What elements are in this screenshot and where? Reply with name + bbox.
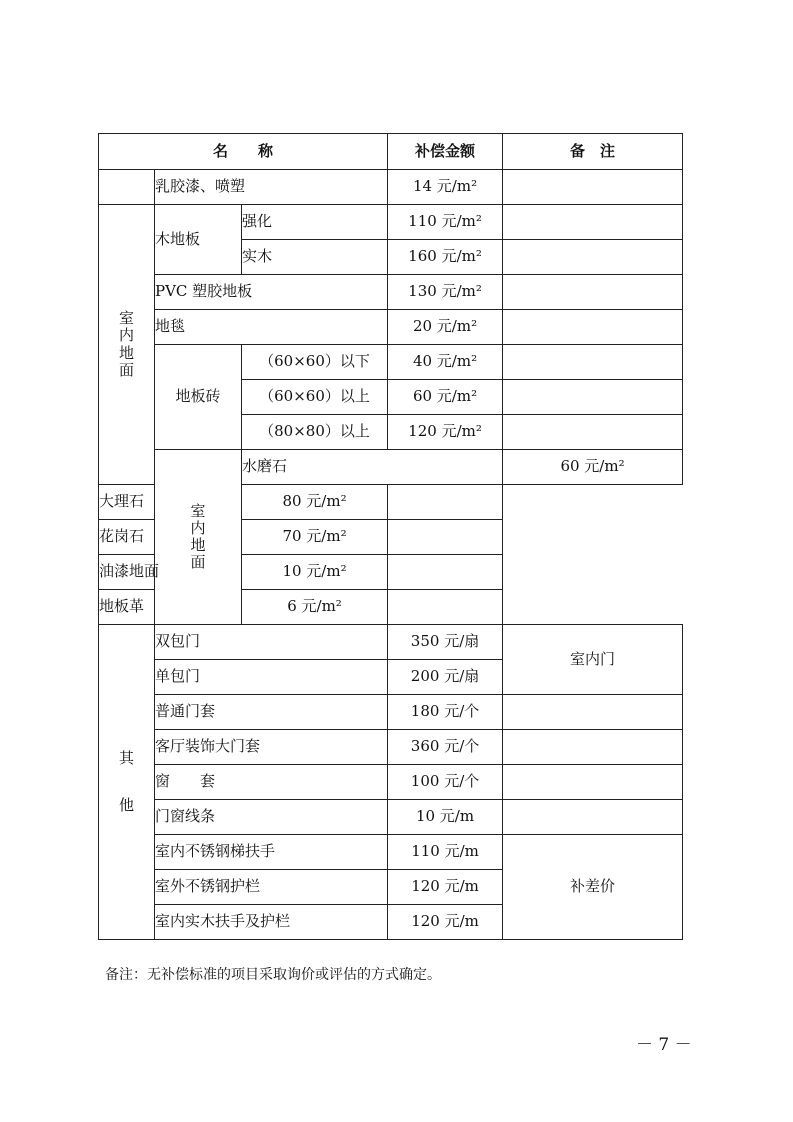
- table-row: [99, 800, 683, 835]
- item-amount: 14 元/m²: [388, 170, 503, 205]
- item-name: 地板砖: [155, 345, 242, 450]
- item-name: 地板革: [99, 590, 242, 625]
- page-number: － 7 －: [636, 1035, 692, 1055]
- item-name: 乳胶漆、喷塑: [155, 170, 388, 205]
- item-amount: 200 元/扇: [388, 660, 503, 695]
- item-subtype: （60×60）以下: [242, 345, 388, 380]
- table-row: [99, 730, 683, 765]
- item-name: PVC 塑胶地板: [155, 275, 388, 310]
- item-amount: 350 元/扇: [388, 625, 503, 660]
- item-amount: 6 元/m²: [242, 590, 388, 625]
- table-row: [99, 555, 683, 590]
- compensation-table: [98, 133, 683, 940]
- table-row: [99, 275, 683, 310]
- group-label-other: 其 他: [99, 625, 155, 940]
- item-amount: 360 元/个: [388, 730, 503, 765]
- table-row: [99, 590, 683, 625]
- item-amount: 160 元/m²: [388, 240, 503, 275]
- item-amount: 110 元/m²: [388, 205, 503, 240]
- item-name: 水磨石: [242, 450, 503, 485]
- item-name: 窗 套: [155, 765, 388, 800]
- item-subtype: 强化: [242, 205, 388, 240]
- header-amount: 补偿金额: [388, 134, 503, 170]
- table-row: [99, 625, 683, 660]
- item-amount: 120 元/m: [388, 905, 503, 940]
- item-name: 花岗石: [99, 520, 242, 555]
- item-name: 大理石: [99, 485, 242, 520]
- item-name: 门窗线条: [155, 800, 388, 835]
- group-label-indoor-floor-2: 室 内 地 面: [155, 450, 242, 625]
- item-amount: 10 元/m²: [242, 555, 388, 590]
- table-row: [99, 765, 683, 800]
- item-name: 客厅装饰大门套: [155, 730, 388, 765]
- item-subtype: （60×60）以上: [242, 380, 388, 415]
- item-name: 室内实木扶手及护栏: [155, 905, 388, 940]
- group-label-indoor-floor: 室 内 地 面: [99, 205, 155, 485]
- item-name: 普通门套: [155, 695, 388, 730]
- table-row: [99, 695, 683, 730]
- item-amount: 120 元/m: [388, 870, 503, 905]
- item-name: 单包门: [155, 660, 388, 695]
- footnote: 备注：无补偿标准的项目采取询价或评估的方式确定。: [105, 967, 441, 983]
- item-amount: 40 元/m²: [388, 345, 503, 380]
- remark-indoor-door: 室内门: [503, 625, 683, 695]
- item-amount: 100 元/个: [388, 765, 503, 800]
- table-row: [99, 345, 683, 380]
- table-row: [99, 310, 683, 345]
- item-amount: 80 元/m²: [242, 485, 388, 520]
- item-subtype: 实木: [242, 240, 388, 275]
- table-row: [99, 485, 683, 520]
- item-amount: 10 元/m: [388, 800, 503, 835]
- item-amount: 60 元/m²: [503, 450, 683, 485]
- table-row: [99, 170, 683, 205]
- item-amount: 20 元/m²: [388, 310, 503, 345]
- header-remark: 备 注: [503, 134, 683, 170]
- item-name: 室外不锈钢护栏: [155, 870, 388, 905]
- table-row: [99, 520, 683, 555]
- header-name: 名 称: [99, 134, 388, 170]
- item-subtype: （80×80）以上: [242, 415, 388, 450]
- item-name: 双包门: [155, 625, 388, 660]
- item-amount: 70 元/m²: [242, 520, 388, 555]
- item-amount: 130 元/m²: [388, 275, 503, 310]
- table-header-row: [99, 134, 683, 170]
- table-row: [99, 205, 683, 240]
- remark-diff-price: 补差价: [503, 835, 683, 940]
- item-amount: 110 元/m: [388, 835, 503, 870]
- item-name: 地毯: [155, 310, 388, 345]
- item-amount: 180 元/个: [388, 695, 503, 730]
- item-amount: 120 元/m²: [388, 415, 503, 450]
- table-row: [99, 835, 683, 870]
- item-name: 室内不锈钢梯扶手: [155, 835, 388, 870]
- item-name: 油漆地面: [99, 555, 242, 590]
- table-row: [99, 450, 683, 485]
- item-name: 木地板: [155, 205, 242, 275]
- item-amount: 60 元/m²: [388, 380, 503, 415]
